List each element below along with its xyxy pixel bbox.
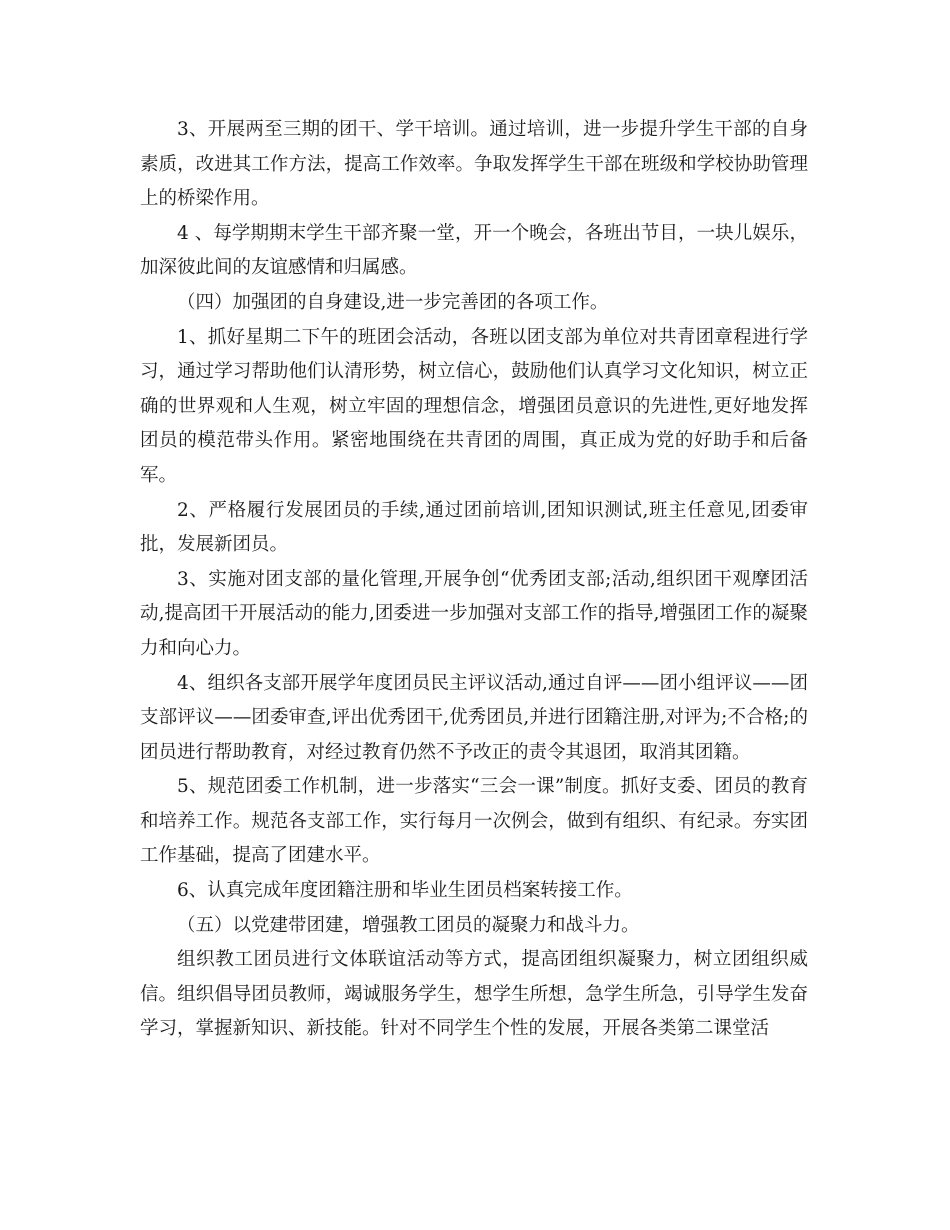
document-body [140,113,808,1047]
paragraph-item-2-member-recruitment: 2、严格履行发展团员的手续,通过团前培训,团知识测试,班主任意见,团委审批，发展新团员。 [140,499,808,556]
paragraph-item-6-registration: 6、认真完成年度团籍注册和毕业生团员档案转接工作。 [177,880,633,902]
section-heading-5: （五）以党建带团建，增强教工团员的凝聚力和战斗力。 [177,914,640,936]
paragraph-item-4-democratic-evaluation: 4、组织各支部开展学年度团员民主评议活动,通过自评——团小组评议——团支部评议——团委审查,评出优秀团干,优秀团员,并进行团籍注册,对评为;不合格;的团员进行帮助教育，对经过教育仍然不予改正的责令其退团，取消其团籍。 [140,672,808,763]
paragraph-item-5-work-mechanism: 5、规范团委工作机制，进一步落实“三会一课”制度。抓好支委、团员的教育和培养工作。规范各支部工作，实行每月一次例会，做到有组织、有纪录。夯实团工作基础，提高了团建水平。 [140,776,808,867]
paragraph-item-3-branch-management: 3、实施对团支部的量化管理,开展争创“优秀团支部;活动,组织团干观摩团活动,提高团干开展活动的能力,团委进一步加强对支部工作的指导,增强团工作的凝聚力和向心力。 [140,568,808,659]
section-heading-4: （四）加强团的自身建设,进一步完善团的各项工作。 [177,291,609,313]
paragraph-staff-activities: 组织教工团员进行文体联谊活动等方式，提高团组织凝聚力，树立团组织威信。组织倡导团员教师，竭诚服务学生，想学生所想，急学生所急，引导学生发奋学习，掌握新知识、新技能。针对不同学生个性的发展，开展各类第二课堂活 [140,949,808,1040]
paragraph-item-3-cadre-training: 3、开展两至三期的团干、学干培训。通过培训，进一步提升学生干部的自身素质，改进其工作方法，提高工作效率。争取发挥学生干部在班级和学校协助管理上的桥梁作用。 [140,119,808,210]
paragraph-item-1-class-meetings: 1、抓好星期二下午的班团会活动，各班以团支部为单位对共青团章程进行学习，通过学习帮助他们认清形势，树立信心，鼓励他们认真学习文化知识，树立正确的世界观和人生观，树立牢固的理想信念，增强团员意识的先进性,更好地发挥团员的模范带头作用。紧密地围绕在共青团的周围，真正成为党的好助手和后备军。 [140,326,808,486]
paragraph-item-4-end-of-term-party: 4 、每学期期末学生干部齐聚一堂，开一个晚会，各班出节目，一块儿娱乐，加深彼此间的友谊感情和归属感。 [140,222,808,279]
